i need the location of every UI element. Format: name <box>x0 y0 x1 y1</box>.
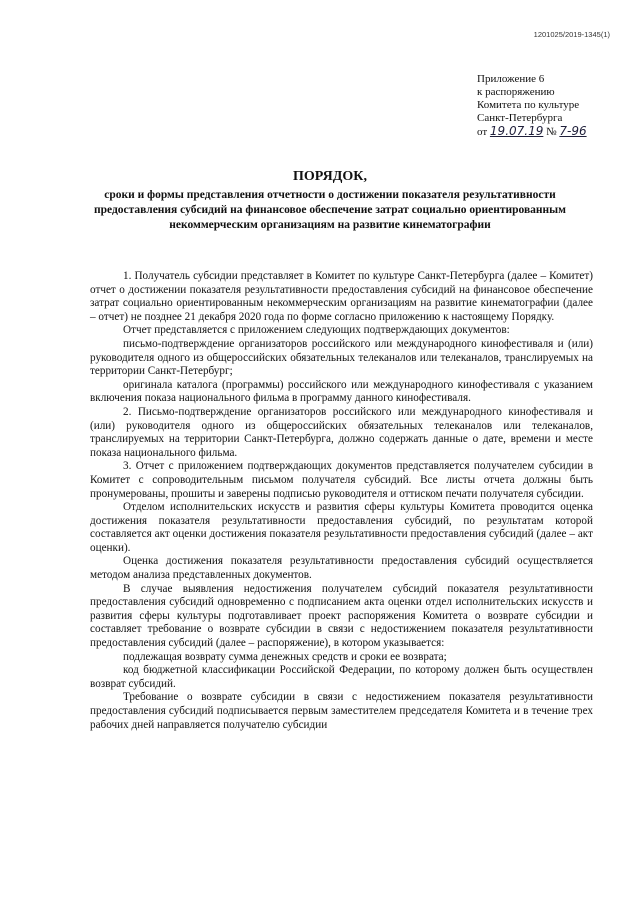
number-prefix: № <box>546 126 557 138</box>
paragraph-11: код бюджетной классификации Российской Федерации, по которому должен быть осуществлен возврат субсидий. <box>90 664 593 690</box>
appendix-line-2: к распоряжению <box>477 86 555 98</box>
handwritten-number: 7-96 <box>559 124 587 138</box>
paragraph-9: В случае выявления недостижения получателем субсидий показателя результативности предоставления субсидий одновременно с подписанием акта оценки отдел исполнительских искусств и развития сферы культуры подготавливает проект распоряжения Комитета о возврате субсидии и составляет требование о возврате субсидии в связи с недостижением показателя результативности предоставления субсидий (далее – распоряжение), в котором указывается: <box>90 582 593 650</box>
paragraph-8: Оценка достижения показателя результативности предоставления субсидий осуществляется методом анализа представленных документов. <box>90 555 593 582</box>
paragraph-6: 3. Отчет с приложением подтверждающих документов представляется получателем субсидии в Комитет с сопроводительным письмом получателя субсидий. Все листы отчета должны быть пронумерованы, прошиты и заверены подписью руководителя и оттиском печати получателя субсидии. <box>90 460 593 500</box>
paragraph-1: 1. Получатель субсидии представляет в Комитет по культуре Санкт-Петербурга (далее – Комитет) отчет о достижении показателя результативности предоставления субсидий на финансовое обеспечение затрат социально ориентированным некоммерческим организациям на развитие кинематографии (далее – отчет) не позднее 21 декабря 2020 года по форме согласно приложению к настоящему Порядку. <box>90 270 593 323</box>
appendix-line-1: Приложение 6 <box>477 73 545 85</box>
body-text <box>90 270 593 732</box>
appendix-line-4: Санкт-Петербурга <box>477 112 563 124</box>
appendix-line-3: Комитета по культуре <box>477 99 580 111</box>
document-id: 1201025/2019-1345(1) <box>533 30 610 39</box>
title-subtitle: сроки и формы представления отчетности о достижении показателя результативности предоставления субсидий на финансовое обеспечение затрат социально ориентированным некоммерческим организациям на развитие кинематографии <box>94 189 566 231</box>
date-prefix: от <box>477 126 488 138</box>
appendix-date-line <box>477 125 587 139</box>
paragraph-3: письмо-подтверждение организаторов российского или международного кинофестиваля и (или) руководителя одного из общероссийских обязательных телеканалов или телеканалов, транслируемых на территории Санкт-Петербург; <box>90 337 593 378</box>
paragraph-4: оригинала каталога (программы) российского или международного кинофестиваля с указанием включения показа национального фильма в программу данного кинофестиваля. <box>90 378 593 405</box>
handwritten-date: 19.07.19 <box>489 124 544 138</box>
paragraph-12: Требование о возврате субсидии в связи с недостижением показателя результативности предоставления субсидий подписывается первым заместителем председателя Комитета и в течение трех рабочих дней направляется получателю субсидии <box>90 691 593 731</box>
appendix-block <box>477 73 587 139</box>
document-title <box>80 168 580 233</box>
paragraph-2: Отчет представляется с приложением следующих подтверждающих документов: <box>123 324 510 337</box>
title-main: ПОРЯДОК, <box>293 169 367 184</box>
paragraph-10: подлежащая возврату сумма денежных средств и сроки ее возврата; <box>123 650 447 663</box>
paragraph-7: Отделом исполнительских искусств и развития сферы культуры Комитета проводится оценка достижения показателя результативности предоставления субсидий, по результатам которой составляется акт оценки достижения показателя результативности предоставления субсидий (далее – акт оценки). <box>90 501 593 554</box>
paragraph-5: 2. Письмо-подтверждение организаторов российского или международного кинофестиваля и (или) руководителя одного из общероссийских обязательных телеканалов или телеканалов, транслируемых на территории Санкт-Петербурга, должно содержать данные о дате, времени и месте показа национального фильма. <box>90 405 593 459</box>
